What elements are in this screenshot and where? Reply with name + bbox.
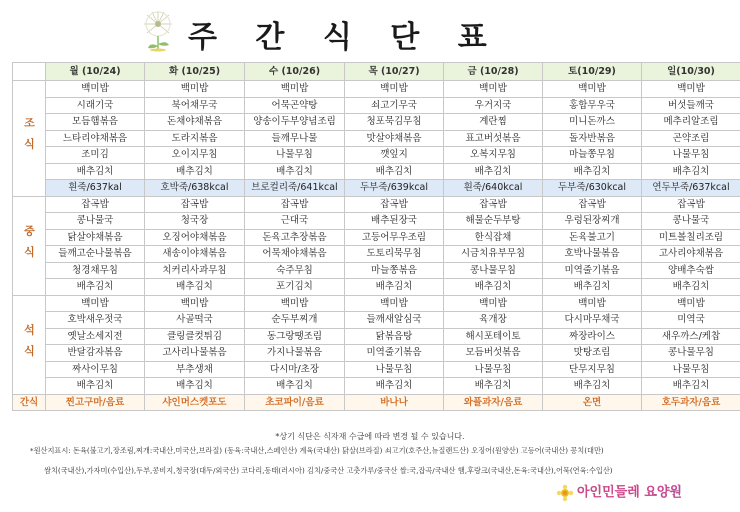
menu-cell: 들깨새알심국 <box>345 312 444 329</box>
menu-cell: 미트볼칠리조림 <box>642 229 740 246</box>
origin-label-line-1: *원산지표시: 돈육(불고기,장조림,찌개:국내산,미국산,브라질) (동육:국내산,스페인산) 계육(국내산) 닭살(브라질) 쇠고기(호주산,뉴질랜드산) 오징어(원양산) 고등어(국내산) 꽁치(대만) <box>30 446 604 455</box>
menu-cell: 어묵채야채볶음 <box>245 246 345 263</box>
table-row <box>13 81 740 98</box>
menu-cell: 오이지무침 <box>145 147 245 164</box>
menu-cell: 닭볶음탕 <box>345 328 444 345</box>
menu-cell: 치커리사과무침 <box>145 262 245 279</box>
weekly-menu-table <box>12 62 740 411</box>
menu-body <box>13 81 740 411</box>
menu-cell: 북어채무국 <box>145 97 245 114</box>
menu-cell: 청포묵김무침 <box>345 114 444 131</box>
table-row <box>13 130 740 147</box>
menu-cell: 배추김치 <box>245 378 345 395</box>
day-header-fri: 금 (10/28) <box>444 63 543 81</box>
menu-cell: 배추김치 <box>145 378 245 395</box>
menu-cell: 미역줄기볶음 <box>345 345 444 362</box>
dandelion-icon <box>138 8 178 52</box>
snack-cell: 바나나 <box>345 394 444 411</box>
table-row <box>13 279 740 296</box>
menu-cell: 백미밥 <box>345 295 444 312</box>
menu-cell: 마늘쫑무침 <box>543 147 642 164</box>
menu-cell: 배추김치 <box>245 163 345 180</box>
menu-cell: 배추김치 <box>46 279 145 296</box>
table-row <box>13 196 740 213</box>
menu-cell: 모듬버섯볶음 <box>444 345 543 362</box>
table-row <box>13 147 740 164</box>
menu-cell: 우거지국 <box>444 97 543 114</box>
menu-cell: 백미밥 <box>46 81 145 98</box>
menu-cell: 메추리알조림 <box>642 114 740 131</box>
menu-cell: 돈채야채볶음 <box>145 114 245 131</box>
menu-cell: 잡곡밥 <box>444 196 543 213</box>
menu-cell: 나물무침 <box>245 147 345 164</box>
menu-cell: 백미밥 <box>145 81 245 98</box>
menu-cell: 양송이두부양념조림 <box>245 114 345 131</box>
porridge-cell: 브로컬리죽/641kcal <box>245 180 345 197</box>
table-row <box>13 262 740 279</box>
menu-cell: 미역줄기볶음 <box>543 262 642 279</box>
menu-cell: 잡곡밥 <box>642 196 740 213</box>
menu-cell: 순두부찌개 <box>245 312 345 329</box>
day-header-sat: 토(10/29) <box>543 63 642 81</box>
menu-cell: 새우까스/케찹 <box>642 328 740 345</box>
menu-cell: 배추김치 <box>145 279 245 296</box>
menu-cell: 표고버섯볶음 <box>444 130 543 147</box>
menu-cell: 나물무침 <box>642 147 740 164</box>
table-row <box>13 246 740 263</box>
menu-cell: 계란찜 <box>444 114 543 131</box>
porridge-cell: 두부죽/639kcal <box>345 180 444 197</box>
day-header-mon: 월 (10/24) <box>46 63 145 81</box>
menu-cell: 백미밥 <box>245 81 345 98</box>
notice-text: *상기 식단은 식자재 수급에 따라 변경 될 수 있습니다. <box>275 432 465 441</box>
menu-cell: 호박새우젓국 <box>46 312 145 329</box>
brand-logo <box>556 481 682 502</box>
dandelion-brand-icon <box>556 484 574 502</box>
menu-cell: 백미밥 <box>46 295 145 312</box>
table-row <box>13 345 740 362</box>
menu-cell: 콩나물국 <box>46 213 145 230</box>
header <box>0 0 740 60</box>
menu-cell: 배추김치 <box>543 279 642 296</box>
day-header-tue: 화 (10/25) <box>145 63 245 81</box>
meal-label: 조식 <box>13 81 46 197</box>
menu-cell: 청국장 <box>145 213 245 230</box>
menu-cell: 잡곡밥 <box>543 196 642 213</box>
table-row <box>13 229 740 246</box>
menu-cell: 짜사이무침 <box>46 361 145 378</box>
menu-cell: 옛날소세지전 <box>46 328 145 345</box>
day-header-wed: 수 (10/26) <box>245 63 345 81</box>
menu-cell: 배추김치 <box>543 378 642 395</box>
menu-cell: 느타리야채볶음 <box>46 130 145 147</box>
menu-cell: 시래기국 <box>46 97 145 114</box>
menu-cell: 잡곡밥 <box>46 196 145 213</box>
day-header-row <box>13 63 740 81</box>
menu-cell: 백미밥 <box>642 295 740 312</box>
table-row <box>13 328 740 345</box>
brand-name: 아인민들레 요양원 <box>577 485 682 500</box>
menu-cell: 포기김치 <box>245 279 345 296</box>
menu-cell: 고등어무우조림 <box>345 229 444 246</box>
menu-cell: 숙주무침 <box>245 262 345 279</box>
menu-cell: 배추김치 <box>543 163 642 180</box>
menu-cell: 백미밥 <box>543 295 642 312</box>
menu-cell: 백미밥 <box>642 81 740 98</box>
menu-cell: 백미밥 <box>444 81 543 98</box>
menu-cell: 배추김치 <box>444 279 543 296</box>
menu-cell: 사골떡국 <box>145 312 245 329</box>
page-title: 주 간 식 단 표 <box>188 20 501 55</box>
menu-cell: 근대국 <box>245 213 345 230</box>
menu-cell: 한식잡채 <box>444 229 543 246</box>
menu-cell: 다시마/초장 <box>245 361 345 378</box>
menu-cell: 미역국 <box>642 312 740 329</box>
menu-cell: 배추김치 <box>345 279 444 296</box>
table-row <box>13 163 740 180</box>
menu-cell: 콩나물무침 <box>444 262 543 279</box>
menu-cell: 잡곡밥 <box>245 196 345 213</box>
porridge-cell: 연두부죽/637kcal <box>642 180 740 197</box>
menu-cell: 나물무침 <box>642 361 740 378</box>
header-corner <box>13 63 46 81</box>
menu-cell: 들깨무나물 <box>245 130 345 147</box>
menu-cell: 오징어야채볶음 <box>145 229 245 246</box>
menu-cell: 호박나물볶음 <box>543 246 642 263</box>
meal-label: 중식 <box>13 196 46 295</box>
menu-cell: 배추김치 <box>642 378 740 395</box>
menu-cell: 백미밥 <box>345 81 444 98</box>
menu-cell: 해시포테이토 <box>444 328 543 345</box>
origin-label-line-2: 쌈치(국내산),가자미(수입산),두부,콩비지,청국장(대두/외국산) 코다리,동태(러시아) 김치/중국산 고춧가루/중국산 쌀:국,잡곡/국내산 햄,후랑크(국내산,돈육:국내산),어묵(연육:수입산) <box>44 466 613 475</box>
menu-cell: 백미밥 <box>543 81 642 98</box>
snack-cell: 온면 <box>543 394 642 411</box>
snack-cell: 샤인머스켓포도 <box>145 394 245 411</box>
menu-cell: 반달감자볶음 <box>46 345 145 362</box>
table-row <box>13 295 740 312</box>
menu-cell: 배추김치 <box>444 378 543 395</box>
snack-cell: 와플과자/음료 <box>444 394 543 411</box>
menu-cell: 돈육불고기 <box>543 229 642 246</box>
menu-cell: 쇠고기무국 <box>345 97 444 114</box>
menu-cell: 버섯들깨국 <box>642 97 740 114</box>
meal-label: 석식 <box>13 295 46 394</box>
menu-cell: 배추된장국 <box>345 213 444 230</box>
table-row <box>13 213 740 230</box>
menu-cell: 마늘쫑볶음 <box>345 262 444 279</box>
menu-cell: 모듬햄볶음 <box>46 114 145 131</box>
day-header-thu: 목 (10/27) <box>345 63 444 81</box>
menu-cell: 배추김치 <box>46 163 145 180</box>
menu-cell: 양배추숙쌈 <box>642 262 740 279</box>
day-header-sun: 일(10/30) <box>642 63 740 81</box>
menu-cell: 콩나물무침 <box>642 345 740 362</box>
menu-cell: 잡곡밥 <box>345 196 444 213</box>
porridge-row <box>13 180 740 197</box>
menu-cell: 돌자반볶음 <box>543 130 642 147</box>
menu-cell: 해물순두부탕 <box>444 213 543 230</box>
snack-cell: 호두과자/음료 <box>642 394 740 411</box>
menu-cell: 오복지무침 <box>444 147 543 164</box>
menu-cell: 미니돈까스 <box>543 114 642 131</box>
table-row <box>13 114 740 131</box>
porridge-cell: 흰죽/640kcal <box>444 180 543 197</box>
menu-cell: 동그랑땡조림 <box>245 328 345 345</box>
table-row <box>13 97 740 114</box>
menu-cell: 다시마무채국 <box>543 312 642 329</box>
menu-cell: 새송이야채볶음 <box>145 246 245 263</box>
menu-cell: 나물무침 <box>444 361 543 378</box>
menu-cell: 잡곡밥 <box>145 196 245 213</box>
menu-cell: 클링클컷튀김 <box>145 328 245 345</box>
menu-cell: 고사리야채볶음 <box>642 246 740 263</box>
menu-cell: 단무지무침 <box>543 361 642 378</box>
menu-cell: 곤약조림 <box>642 130 740 147</box>
menu-cell: 배추김치 <box>444 163 543 180</box>
menu-cell: 백미밥 <box>444 295 543 312</box>
menu-cell: 도라지볶음 <box>145 130 245 147</box>
table-row <box>13 361 740 378</box>
menu-cell: 부추생채 <box>145 361 245 378</box>
menu-cell: 어묵곤약탕 <box>245 97 345 114</box>
menu-cell: 도토리묵무침 <box>345 246 444 263</box>
menu-cell: 조미김 <box>46 147 145 164</box>
menu-cell: 돈육고추장볶음 <box>245 229 345 246</box>
menu-cell: 콩나물국 <box>642 213 740 230</box>
menu-cell: 배추김치 <box>642 279 740 296</box>
snack-cell: 찐고구마/음료 <box>46 394 145 411</box>
menu-cell: 육개장 <box>444 312 543 329</box>
menu-cell: 배추김치 <box>345 378 444 395</box>
menu-cell: 맛탕조림 <box>543 345 642 362</box>
menu-cell: 홍합무우국 <box>543 97 642 114</box>
menu-cell: 짜장라이스 <box>543 328 642 345</box>
menu-cell: 배추김치 <box>345 163 444 180</box>
menu-cell: 배추김치 <box>145 163 245 180</box>
menu-cell: 맛살야채볶음 <box>345 130 444 147</box>
menu-cell: 닭살야채볶음 <box>46 229 145 246</box>
menu-cell: 백미밥 <box>145 295 245 312</box>
porridge-cell: 흰죽/637kal <box>46 180 145 197</box>
menu-cell: 깻잎지 <box>345 147 444 164</box>
menu-cell: 시금치유부무침 <box>444 246 543 263</box>
menu-cell: 고사리나물볶음 <box>145 345 245 362</box>
menu-cell: 우렁된장찌개 <box>543 213 642 230</box>
porridge-cell: 두부죽/630kcal <box>543 180 642 197</box>
menu-cell: 배추김치 <box>46 378 145 395</box>
snack-label: 간식 <box>13 394 46 411</box>
snack-row <box>13 394 740 411</box>
menu-cell: 청경채무침 <box>46 262 145 279</box>
snack-cell: 초코파이/음료 <box>245 394 345 411</box>
menu-cell: 배추김치 <box>642 163 740 180</box>
menu-cell: 나물무침 <box>345 361 444 378</box>
table-row <box>13 312 740 329</box>
porridge-cell: 호박죽/638kcal <box>145 180 245 197</box>
menu-cell: 가지나물볶음 <box>245 345 345 362</box>
table-row <box>13 378 740 395</box>
menu-cell: 들깨고순나물볶음 <box>46 246 145 263</box>
menu-cell: 백미밥 <box>245 295 345 312</box>
